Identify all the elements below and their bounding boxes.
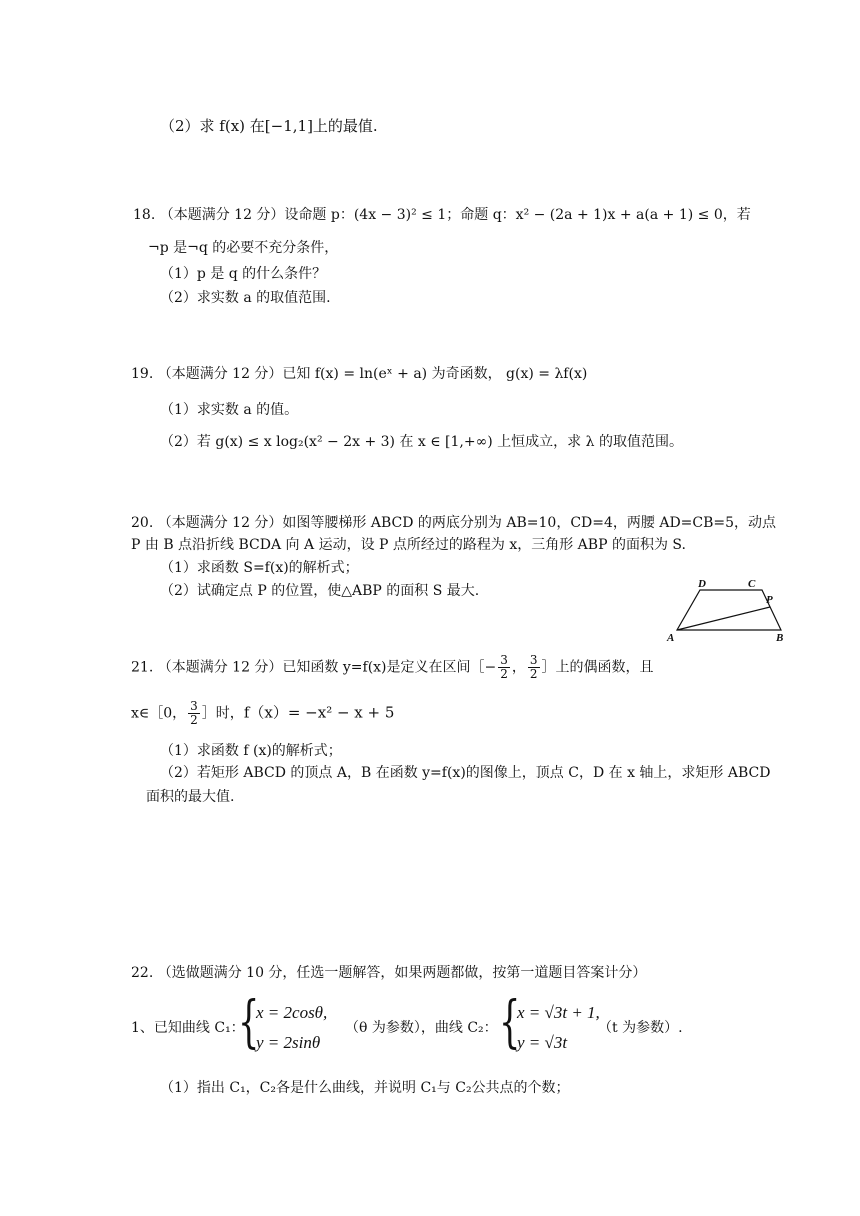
q18-part2: （2）求实数 a 的取值范围.: [160, 290, 331, 306]
q21-l2a: x∈［0，: [131, 705, 187, 722]
q19-heading: 19. （本题满分 12 分）已知 f(x) = ln(eˣ + a) 为奇函数， g(x) = λf(x): [131, 366, 588, 382]
c1-equation-y: y = 2sinθ: [256, 1033, 321, 1052]
q21-part2: （2）若矩形 ABCD 的顶点 A，B 在函数 y=f(x)的图像上，顶点 C，D 在 x 轴上，求矩形 ABCD: [160, 765, 771, 781]
q21-line2: [131, 700, 394, 727]
q19-part2: （2）若 g(x) ≤ x log₂(x² − 2x + 3) 在 x ∈ [1,+∞) 上恒成立，求 λ 的取值范围。: [160, 434, 683, 450]
label-d: D: [698, 578, 706, 590]
q18-condition: ¬p 是¬q 的必要不充分条件，: [148, 240, 339, 256]
q21-heading: [131, 654, 654, 681]
q22-part1: （1）指出 C₁，C₂各是什么曲线，并说明 C₁与 C₂公共点的个数；: [160, 1080, 570, 1096]
q21-part2-cont: 面积的最大值.: [146, 789, 235, 805]
label-b: B: [776, 632, 784, 644]
q21-part1: （1）求函数 f (x)的解析式；: [160, 743, 342, 759]
q21-l2c: f（x）= −x² − x + 5: [243, 703, 395, 722]
c1-equation-x: x = 2cosθ,: [256, 1003, 328, 1022]
left-brace: {: [499, 990, 521, 1055]
fraction-3-2: $\frac{3}{2}$: [500, 653, 508, 682]
fraction-3-2: $\frac{3}{2}$: [529, 653, 538, 682]
q20-line1: 20. （本题满分 12 分）如图等腰梯形 ABCD 的两底分别为 AB=10，CD=4，两腰 AD=CB=5，动点: [131, 515, 777, 531]
q22-c1-param: （θ 为参数），曲线 C₂：: [345, 1020, 498, 1036]
fraction-3-2: $\frac{3}{2}$: [190, 699, 198, 728]
q22-heading: 22. （选做题满分 10 分，任选一题解答，如果两题都做，按第一道题目答案计分）: [131, 965, 647, 981]
q22-c2-param: （t 为参数）.: [598, 1020, 683, 1036]
q18-part1: （1）p 是 q 的什么条件？: [160, 266, 327, 282]
left-brace: {: [238, 990, 260, 1055]
q19-part1: （1）求实数 a 的值。: [160, 402, 299, 418]
q21-head-b: ，: [511, 659, 526, 676]
q20-part1: （1）求函数 S=f(x)的解析式；: [160, 560, 359, 576]
c2-equation-x: x = √3t + 1,: [517, 1003, 600, 1022]
q20-line2: P 由 B 点沿折线 BCDA 向 A 运动，设 P 点所经过的路程为 x，三角形 ABP 的面积为 S.: [131, 537, 686, 553]
label-a: A: [667, 632, 675, 644]
label-c: C: [748, 578, 756, 590]
c2-equation-y: y = √3t: [517, 1033, 568, 1052]
q22-c1-prefix: 1、已知曲线 C₁：: [131, 1020, 245, 1036]
segment-ap: [677, 607, 770, 630]
q21-head-a: 21. （本题满分 12 分）已知函数 y=f(x)是定义在区间［−: [131, 659, 497, 676]
q21-l2b: ］时，: [201, 705, 244, 722]
trapezoid-figure: [660, 574, 800, 646]
label-p: P: [766, 594, 773, 606]
q18-heading: 18. （本题满分 12 分）设命题 p：(4x − 3)² ≤ 1；命题 q：x² − (2a + 1)x + a(a + 1) ≤ 0，若: [133, 207, 751, 223]
q17-part2: （2）求 f(x) 在[−1,1]上的最值.: [160, 117, 378, 135]
q21-head-c: ］上的偶函数，且: [541, 659, 654, 676]
q20-part2: （2）试确定点 P 的位置，使△ABP 的面积 S 最大.: [160, 583, 480, 599]
